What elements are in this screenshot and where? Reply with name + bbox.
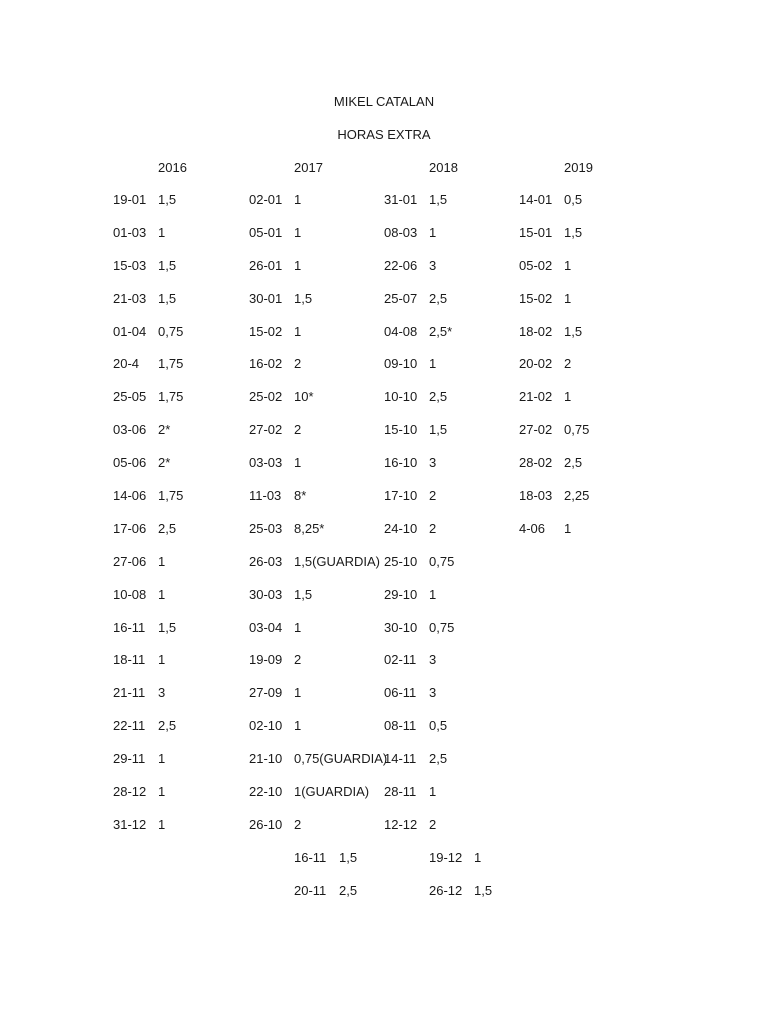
entry-hours: 1 [294,224,302,240]
entry-date: 03-03 [249,455,283,471]
entry-date: 30-03 [249,586,283,602]
entry-date: 20-11 [294,882,327,898]
entry-date: 16-11 [294,850,327,865]
entry-date: 29-10 [384,586,418,602]
entry-hours: 0,5 [429,718,448,734]
entry-hours: 2 [564,356,572,372]
entry-date: 22-06 [384,257,418,273]
entry-date: 15-02 [519,290,553,306]
entry-hours: 1 [429,586,437,602]
entry-hours: 1,5 [158,192,177,207]
entry-date: 20-4 [113,356,140,372]
entry-hours: 1 [158,751,166,767]
entry-hours: 1 [294,619,302,635]
entry-hours: 0,75 [429,619,455,635]
entry-date: 26-12 [429,882,463,898]
entry-date: 06-11 [384,685,417,701]
entry-hours: 1 [294,685,302,701]
entry-date: 01-03 [113,224,147,240]
entry-date: 24-10 [384,520,418,536]
entry-date: 11-03 [249,488,282,504]
entry-date: 03-04 [249,619,283,635]
entry-date: 29-11 [113,751,146,767]
entry-date: 14-06 [113,488,147,504]
entry-hours: 2* [158,422,171,438]
entry-date: 27-02 [249,422,283,438]
entry-date: 18-03 [519,488,553,504]
entry-date: 21-10 [249,751,283,767]
year-header-2019: 2019 [564,160,593,175]
entry-hours: 1 [429,784,437,800]
entry-date: 19-12 [429,850,463,865]
entry-hours: 1 [294,257,302,273]
entry-date: 25-10 [384,553,418,569]
entry-hours: 1,5 [158,290,177,306]
entry-date: 31-12 [113,816,147,832]
entry-date: 12-12 [384,816,418,832]
entry-date: 28-11 [384,784,417,800]
entry-date: 08-11 [384,718,417,734]
entry-date: 02-11 [384,652,417,668]
entry-hours: 1,5 [294,290,313,306]
entry-hours: 1,5 [339,850,358,865]
entry-hours: 1 [158,553,166,569]
entry-hours: 1 [158,652,166,668]
entry-hours: 8,25* [294,520,325,536]
document-title: MIKEL CATALAN [333,94,435,109]
entry-hours: 10* [294,389,314,405]
entry-date: 17-10 [384,488,418,504]
entry-hours: 1 [429,224,437,240]
entry-hours: 2,5 [429,389,448,405]
entry-hours: 0,5 [564,192,583,207]
entry-date: 30-10 [384,619,418,635]
entry-hours: 2,5 [339,882,358,898]
entry-hours: 1 [294,455,302,471]
entry-hours: 2,5 [158,718,177,734]
entry-date: 10-08 [113,586,147,602]
entry-date: 31-01 [384,192,418,207]
entry-hours: 2,5 [158,520,177,536]
entry-date: 14-11 [384,751,417,767]
entry-hours: 1 [158,816,166,832]
entry-hours: 3 [429,455,437,471]
entry-hours: 1,5 [158,257,177,273]
entry-date: 30-01 [249,290,283,306]
entry-hours: 1 [158,586,166,602]
entry-hours: 1,5 [294,586,313,602]
document-subtitle: HORAS EXTRA [337,127,431,142]
entry-date: 21-03 [113,290,147,306]
entry-hours: 2 [294,652,302,668]
entry-hours: 2 [294,816,302,832]
entry-date: 21-11 [113,685,146,701]
entry-hours: 1 [564,389,572,405]
entry-date: 15-10 [384,422,418,438]
entry-hours: 1 [564,290,572,306]
entry-hours: 1,5 [564,323,583,339]
entry-date: 16-10 [384,455,418,471]
entry-date: 05-06 [113,455,147,471]
entry-date: 21-02 [519,389,553,405]
entry-hours: 2,25 [564,488,590,504]
entry-hours: 1,5 [158,619,177,635]
entry-hours: 1,5 [564,224,583,240]
entry-date: 05-02 [519,257,553,273]
entry-date: 15-01 [519,224,553,240]
entry-hours: 0,75 [158,323,184,339]
entry-date: 27-02 [519,422,553,438]
entry-date: 17-06 [113,520,147,536]
entry-date: 15-03 [113,257,147,273]
entry-date: 19-01 [113,192,147,207]
entry-hours: 1,5 [474,882,493,898]
year-header-2018: 2018 [429,160,458,175]
entry-hours: 2,5 [429,751,448,767]
entry-date: 28-12 [113,784,147,800]
entry-date: 26-01 [249,257,283,273]
entry-date: 25-03 [249,520,283,536]
entry-hours: 1 [294,718,302,734]
entry-hours: 1 [294,323,302,339]
entry-hours: 2 [294,356,302,372]
entry-hours: 1,75 [158,356,184,372]
entry-date: 16-02 [249,356,283,372]
entry-hours: 8* [294,488,307,504]
entry-date: 4-06 [519,520,546,536]
entry-hours: 0,75 [564,422,590,438]
entry-date: 18-02 [519,323,553,339]
entry-date: 18-11 [113,652,146,668]
entry-date: 15-02 [249,323,283,339]
entry-hours: 1,75 [158,488,184,504]
entry-date: 09-10 [384,356,418,372]
year-header-2016: 2016 [158,160,187,175]
entry-date: 02-10 [249,718,283,734]
entry-date: 28-02 [519,455,553,471]
entry-date: 01-04 [113,323,147,339]
entry-date: 04-08 [384,323,418,339]
entry-hours: 0,75 [429,553,455,569]
entry-date: 26-03 [249,553,283,569]
entry-hours: 1 [564,520,572,536]
entry-hours: 1,75 [158,389,184,405]
entry-hours: 1 [158,784,166,800]
entry-hours: 1,5(GUARDIA) [294,553,380,569]
entry-date: 25-02 [249,389,283,405]
entry-date: 22-10 [249,784,283,800]
entry-date: 20-02 [519,356,553,372]
entry-date: 10-10 [384,389,418,405]
entry-date: 08-03 [384,224,418,240]
entry-hours: 2* [158,455,171,471]
entry-hours: 2 [429,488,437,504]
entry-hours: 1 [429,356,437,372]
entry-hours: 1 [158,224,166,240]
entry-date: 16-11 [113,619,146,635]
entry-date: 27-06 [113,553,147,569]
entry-date: 19-09 [249,652,283,668]
entry-hours: 1,5 [429,422,448,438]
entry-hours: 3 [429,685,437,701]
entry-hours: 3 [158,685,166,701]
entry-date: 25-05 [113,389,147,405]
entry-hours: 2 [294,422,302,438]
entry-hours: 3 [429,257,437,273]
entry-hours: 0,75(GUARDIA) [294,751,388,767]
entry-hours: 1 [564,257,572,273]
entry-date: 14-01 [519,192,553,207]
entry-date: 05-01 [249,224,283,240]
entry-hours: 3 [429,652,437,668]
entry-hours: 2,5 [564,455,583,471]
entry-date: 02-01 [249,192,283,207]
entry-date: 22-11 [113,718,146,734]
entry-hours: 2 [429,816,437,832]
entry-hours: 2 [429,520,437,536]
entry-hours: 2,5 [429,290,448,306]
entry-date: 25-07 [384,290,418,306]
entry-date: 26-10 [249,816,283,832]
entry-hours: 2,5* [429,323,453,339]
entry-hours: 1 [474,850,482,865]
entry-hours: 1(GUARDIA) [294,784,370,800]
entry-date: 03-06 [113,422,147,438]
entry-hours: 1,5 [429,192,448,207]
entry-hours: 1 [294,192,302,207]
year-header-2017: 2017 [294,160,323,175]
entry-date: 27-09 [249,685,283,701]
